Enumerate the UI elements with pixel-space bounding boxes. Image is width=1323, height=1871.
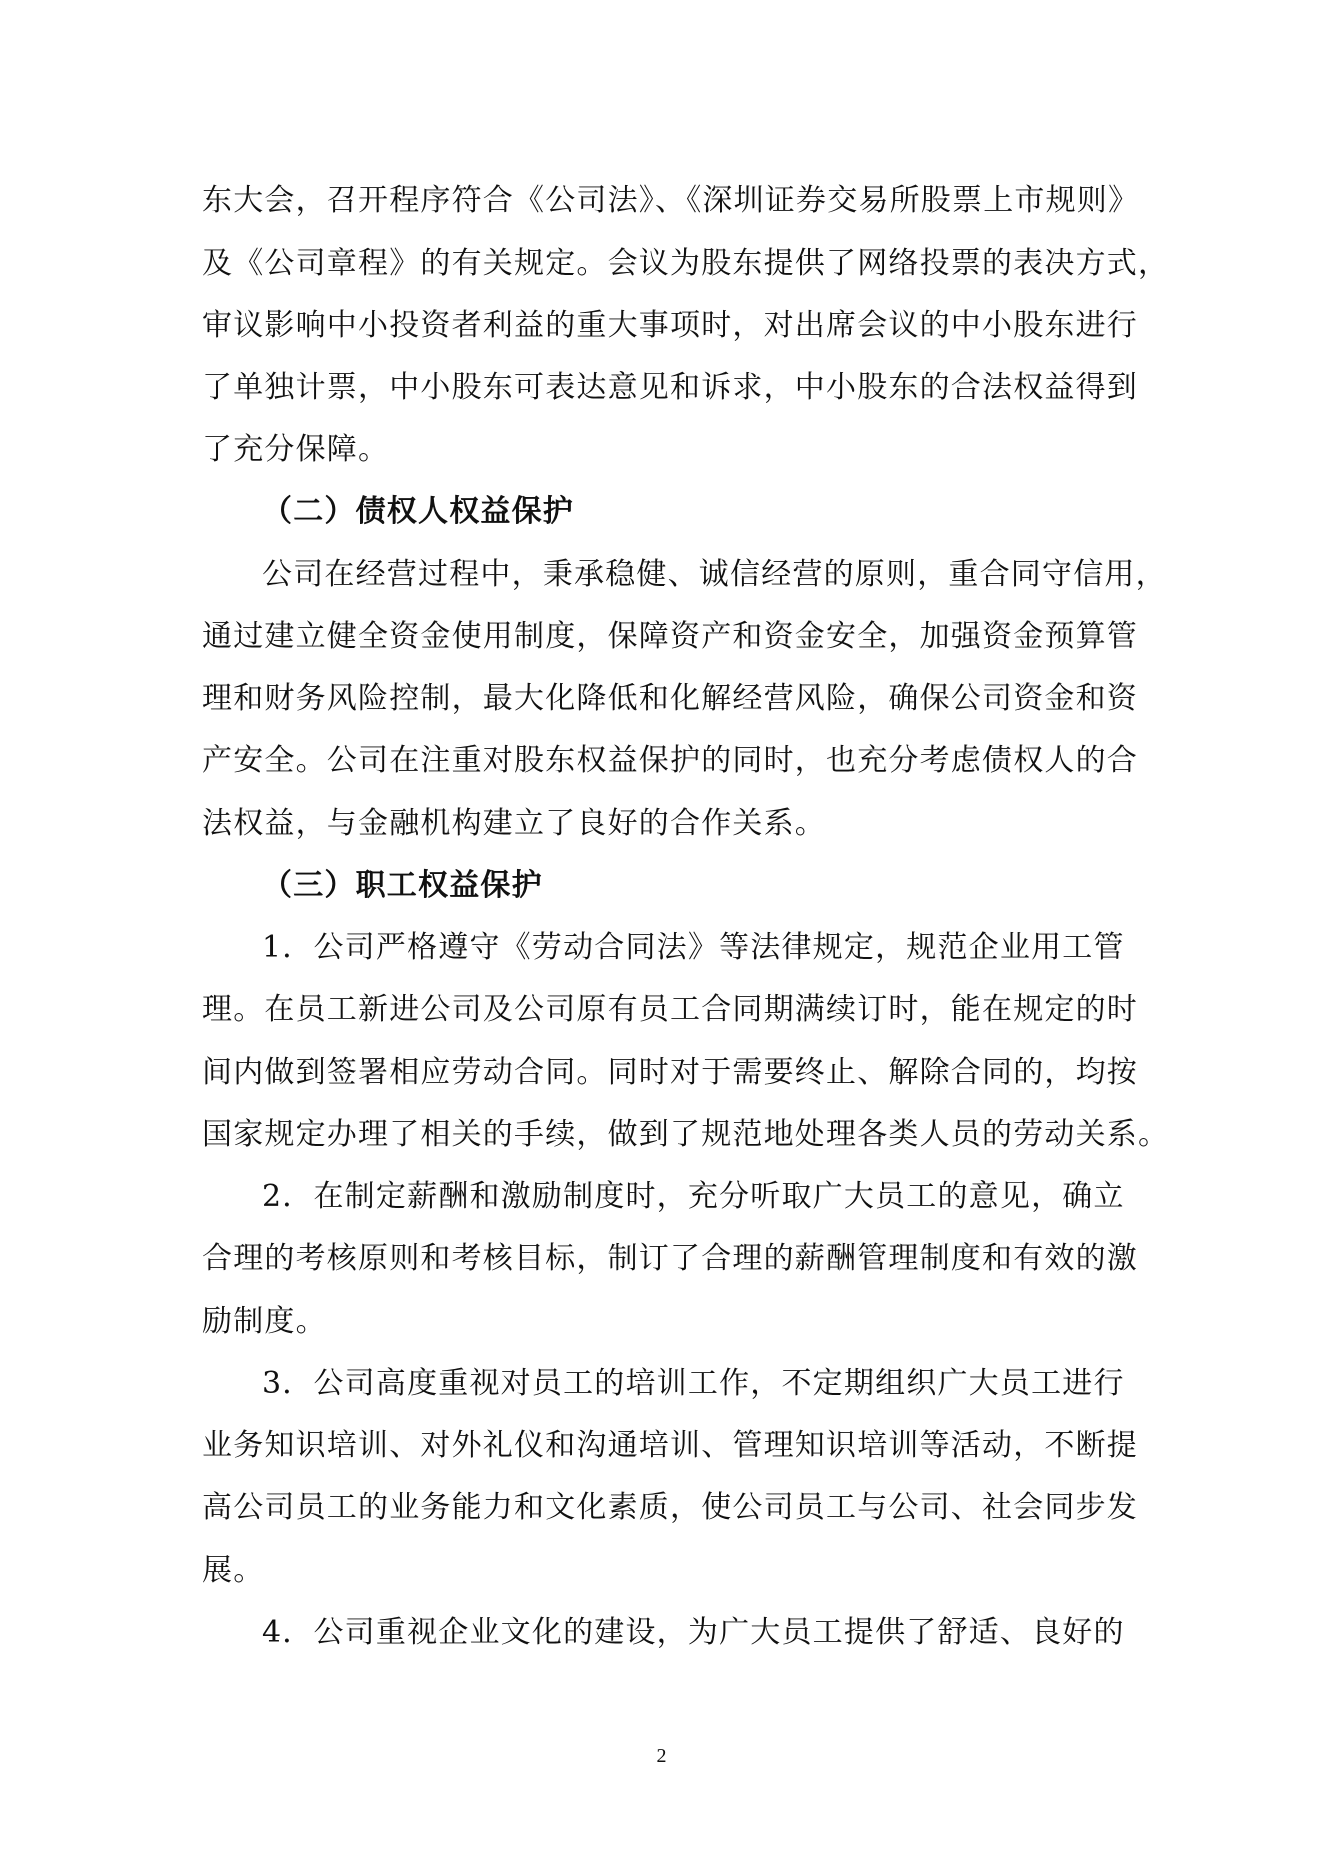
paragraph-line: 东大会，召开程序符合《公司法》、《深圳证券交易所股票上市规则》 (202, 183, 1140, 218)
paragraph-line: 产安全。公司在注重对股东权益保护的同时，也充分考虑债权人的合 (202, 743, 1138, 778)
paragraph-line: 1．公司严格遵守《劳动合同法》等法律规定，规范企业用工管 (262, 930, 1125, 965)
section-heading: （二）债权人权益保护 (262, 494, 574, 529)
paragraph-line: 理。在员工新进公司及公司原有员工合同期满续订时，能在规定的时 (202, 992, 1138, 1027)
paragraph-line: 法权益，与金融机构建立了良好的合作关系。 (202, 806, 826, 841)
paragraph-line: 国家规定办理了相关的手续，做到了规范地处理各类人员的劳动关系。 (202, 1117, 1170, 1152)
paragraph-line: 高公司员工的业务能力和文化素质，使公司员工与公司、社会同步发 (202, 1490, 1138, 1525)
paragraph-line: 及《公司章程》的有关规定。会议为股东提供了网络投票的表决方式， (202, 246, 1170, 281)
paragraph-line: 间内做到签署相应劳动合同。同时对于需要终止、解除合同的，均按 (202, 1055, 1138, 1090)
paragraph-line: 3．公司高度重视对员工的培训工作，不定期组织广大员工进行 (262, 1366, 1125, 1401)
paragraph-line: 通过建立健全资金使用制度，保障资产和资金安全，加强资金预算管 (202, 619, 1138, 654)
paragraph-line: 合理的考核原则和考核目标，制订了合理的薪酬管理制度和有效的激 (202, 1241, 1138, 1276)
paragraph-line: 励制度。 (202, 1304, 327, 1339)
paragraph-line: 了充分保障。 (202, 432, 390, 467)
paragraph-line: 4．公司重视企业文化的建设，为广大员工提供了舒适、良好的 (262, 1615, 1125, 1650)
paragraph-line: 了单独计票，中小股东可表达意见和诉求，中小股东的合法权益得到 (202, 370, 1138, 405)
paragraph-line: 展。 (202, 1553, 265, 1588)
paragraph-line: 审议影响中小投资者利益的重大事项时，对出席会议的中小股东进行 (202, 308, 1138, 343)
paragraph-line: 业务知识培训、对外礼仪和沟通培训、管理知识培训等活动，不断提 (202, 1428, 1138, 1463)
page-number: 2 (656, 1745, 667, 1767)
paragraph-line: 理和财务风险控制，最大化降低和化解经营风险，确保公司资金和资 (202, 681, 1138, 716)
section-heading: （三）职工权益保护 (262, 868, 543, 903)
paragraph-line: 2．在制定薪酬和激励制度时，充分听取广大员工的意见，确立 (262, 1179, 1125, 1214)
paragraph-line: 公司在经营过程中，秉承稳健、诚信经营的原则，重合同守信用， (262, 557, 1167, 592)
